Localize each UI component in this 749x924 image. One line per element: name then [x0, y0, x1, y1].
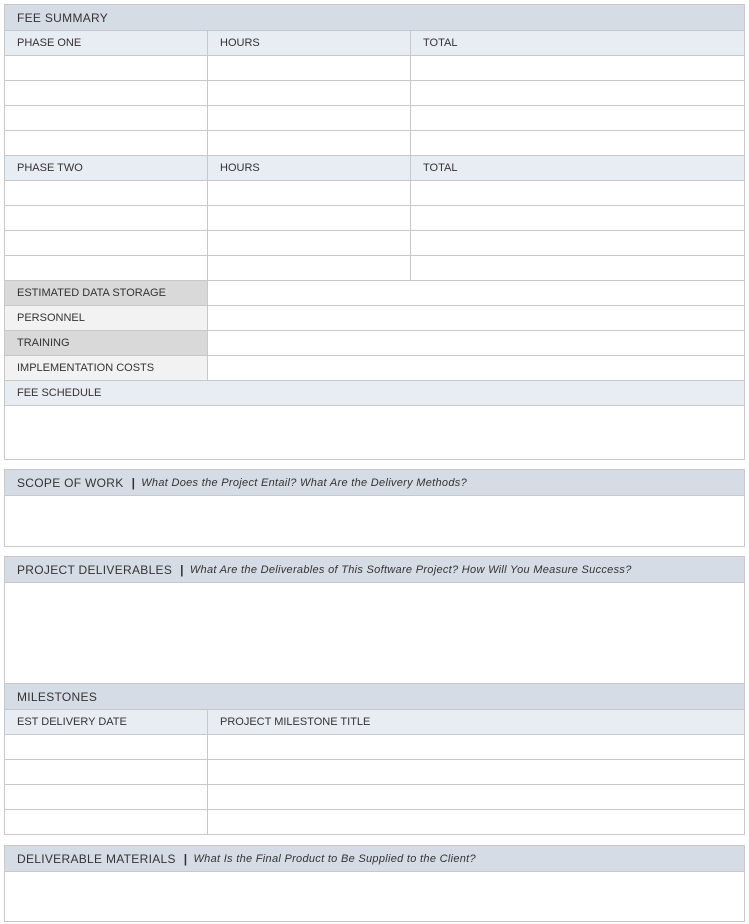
milestone-title-header: PROJECT MILESTONE TITLE	[220, 716, 371, 728]
table-cell[interactable]	[208, 81, 411, 105]
phase-two-header-row	[5, 156, 744, 181]
table-cell[interactable]	[208, 256, 411, 280]
table-cell[interactable]	[5, 131, 208, 155]
phase-one-hours-label: HOURS	[208, 31, 411, 55]
table-cell[interactable]	[208, 131, 411, 155]
fee-schedule-header	[5, 381, 744, 406]
table-row	[5, 256, 744, 281]
fee-summary-section	[4, 4, 745, 460]
scope-section	[4, 469, 745, 547]
table-cell[interactable]	[208, 181, 411, 205]
table-row	[5, 785, 744, 810]
materials-separator: |	[183, 851, 188, 866]
milestones-title: MILESTONES	[17, 689, 98, 704]
table-cell[interactable]	[5, 181, 208, 205]
table-cell[interactable]	[5, 785, 208, 809]
cost-row-personnel	[5, 306, 744, 331]
table-cell[interactable]	[5, 81, 208, 105]
table-row	[5, 131, 744, 156]
table-cell[interactable]	[5, 106, 208, 130]
phase-one-label: PHASE ONE	[5, 31, 208, 55]
deliverables-question: What Are the Deliverables of This Software Project? How Will You Measure Success?	[189, 563, 632, 576]
table-cell[interactable]	[5, 760, 208, 784]
table-cell[interactable]	[411, 206, 744, 230]
cost-row-training	[5, 331, 744, 356]
table-row	[5, 810, 744, 834]
scope-header	[5, 470, 744, 496]
table-cell[interactable]	[208, 231, 411, 255]
table-cell[interactable]	[208, 810, 744, 834]
deliverables-section	[4, 556, 745, 835]
table-row	[5, 760, 744, 785]
table-cell[interactable]	[411, 256, 744, 280]
table-cell[interactable]	[411, 81, 744, 105]
phase-two-total-label: TOTAL	[423, 162, 458, 174]
deliverables-title: PROJECT DELIVERABLES	[17, 562, 173, 577]
table-cell[interactable]	[5, 231, 208, 255]
phase-two-hours-label: HOURS	[208, 156, 411, 180]
materials-header	[5, 846, 744, 872]
table-row	[5, 56, 744, 81]
fee-summary-title: FEE SUMMARY	[17, 10, 109, 25]
table-row	[5, 231, 744, 256]
scope-title: SCOPE OF WORK	[17, 475, 124, 490]
table-cell[interactable]	[208, 785, 744, 809]
cost-value-storage[interactable]	[208, 281, 744, 305]
table-row	[5, 106, 744, 131]
cost-row-storage	[5, 281, 744, 306]
deliverables-field[interactable]	[5, 583, 744, 684]
table-cell[interactable]	[208, 106, 411, 130]
phase-one-header-row	[5, 31, 744, 56]
materials-title: DELIVERABLE MATERIALS	[17, 851, 176, 866]
fee-schedule-label: FEE SCHEDULE	[17, 387, 102, 399]
cost-label-training: TRAINING	[5, 331, 208, 355]
deliverables-separator: |	[180, 562, 184, 577]
table-cell[interactable]	[5, 256, 208, 280]
phase-one-total-label: TOTAL	[423, 37, 458, 49]
cost-value-implementation[interactable]	[208, 356, 744, 380]
table-cell[interactable]	[411, 181, 744, 205]
table-cell[interactable]	[411, 106, 744, 130]
phase-two-label: PHASE TWO	[5, 156, 208, 180]
cost-value-training[interactable]	[208, 331, 744, 355]
table-cell[interactable]	[5, 206, 208, 230]
materials-section	[4, 845, 745, 922]
fee-summary-header	[5, 5, 744, 31]
milestone-date-header: EST DELIVERY DATE	[5, 710, 208, 734]
table-cell[interactable]	[411, 131, 744, 155]
milestones-header	[5, 684, 744, 710]
table-cell[interactable]	[5, 56, 208, 80]
table-cell[interactable]	[5, 735, 208, 759]
fee-schedule-field[interactable]	[5, 406, 744, 456]
deliverables-header	[5, 557, 744, 583]
cost-label-storage: ESTIMATED DATA STORAGE	[5, 281, 208, 305]
table-row	[5, 206, 744, 231]
table-cell[interactable]	[411, 56, 744, 80]
scope-separator: |	[131, 475, 136, 490]
scope-question: What Does the Project Entail? What Are the Delivery Methods?	[141, 476, 467, 489]
table-cell[interactable]	[208, 735, 744, 759]
table-cell[interactable]	[5, 810, 208, 834]
cost-value-personnel[interactable]	[208, 306, 744, 330]
table-row	[5, 81, 744, 106]
table-cell[interactable]	[208, 56, 411, 80]
cost-row-implementation	[5, 356, 744, 381]
table-row	[5, 735, 744, 760]
cost-label-implementation: IMPLEMENTATION COSTS	[5, 356, 208, 380]
scope-field[interactable]	[5, 496, 744, 546]
materials-field[interactable]	[5, 872, 744, 921]
milestones-column-headers	[5, 710, 744, 735]
materials-question: What Is the Final Product to Be Supplied to the Client?	[193, 852, 476, 865]
table-cell[interactable]	[208, 206, 411, 230]
table-cell[interactable]	[411, 231, 744, 255]
table-row	[5, 181, 744, 206]
table-cell[interactable]	[208, 760, 744, 784]
cost-label-personnel: PERSONNEL	[5, 306, 208, 330]
